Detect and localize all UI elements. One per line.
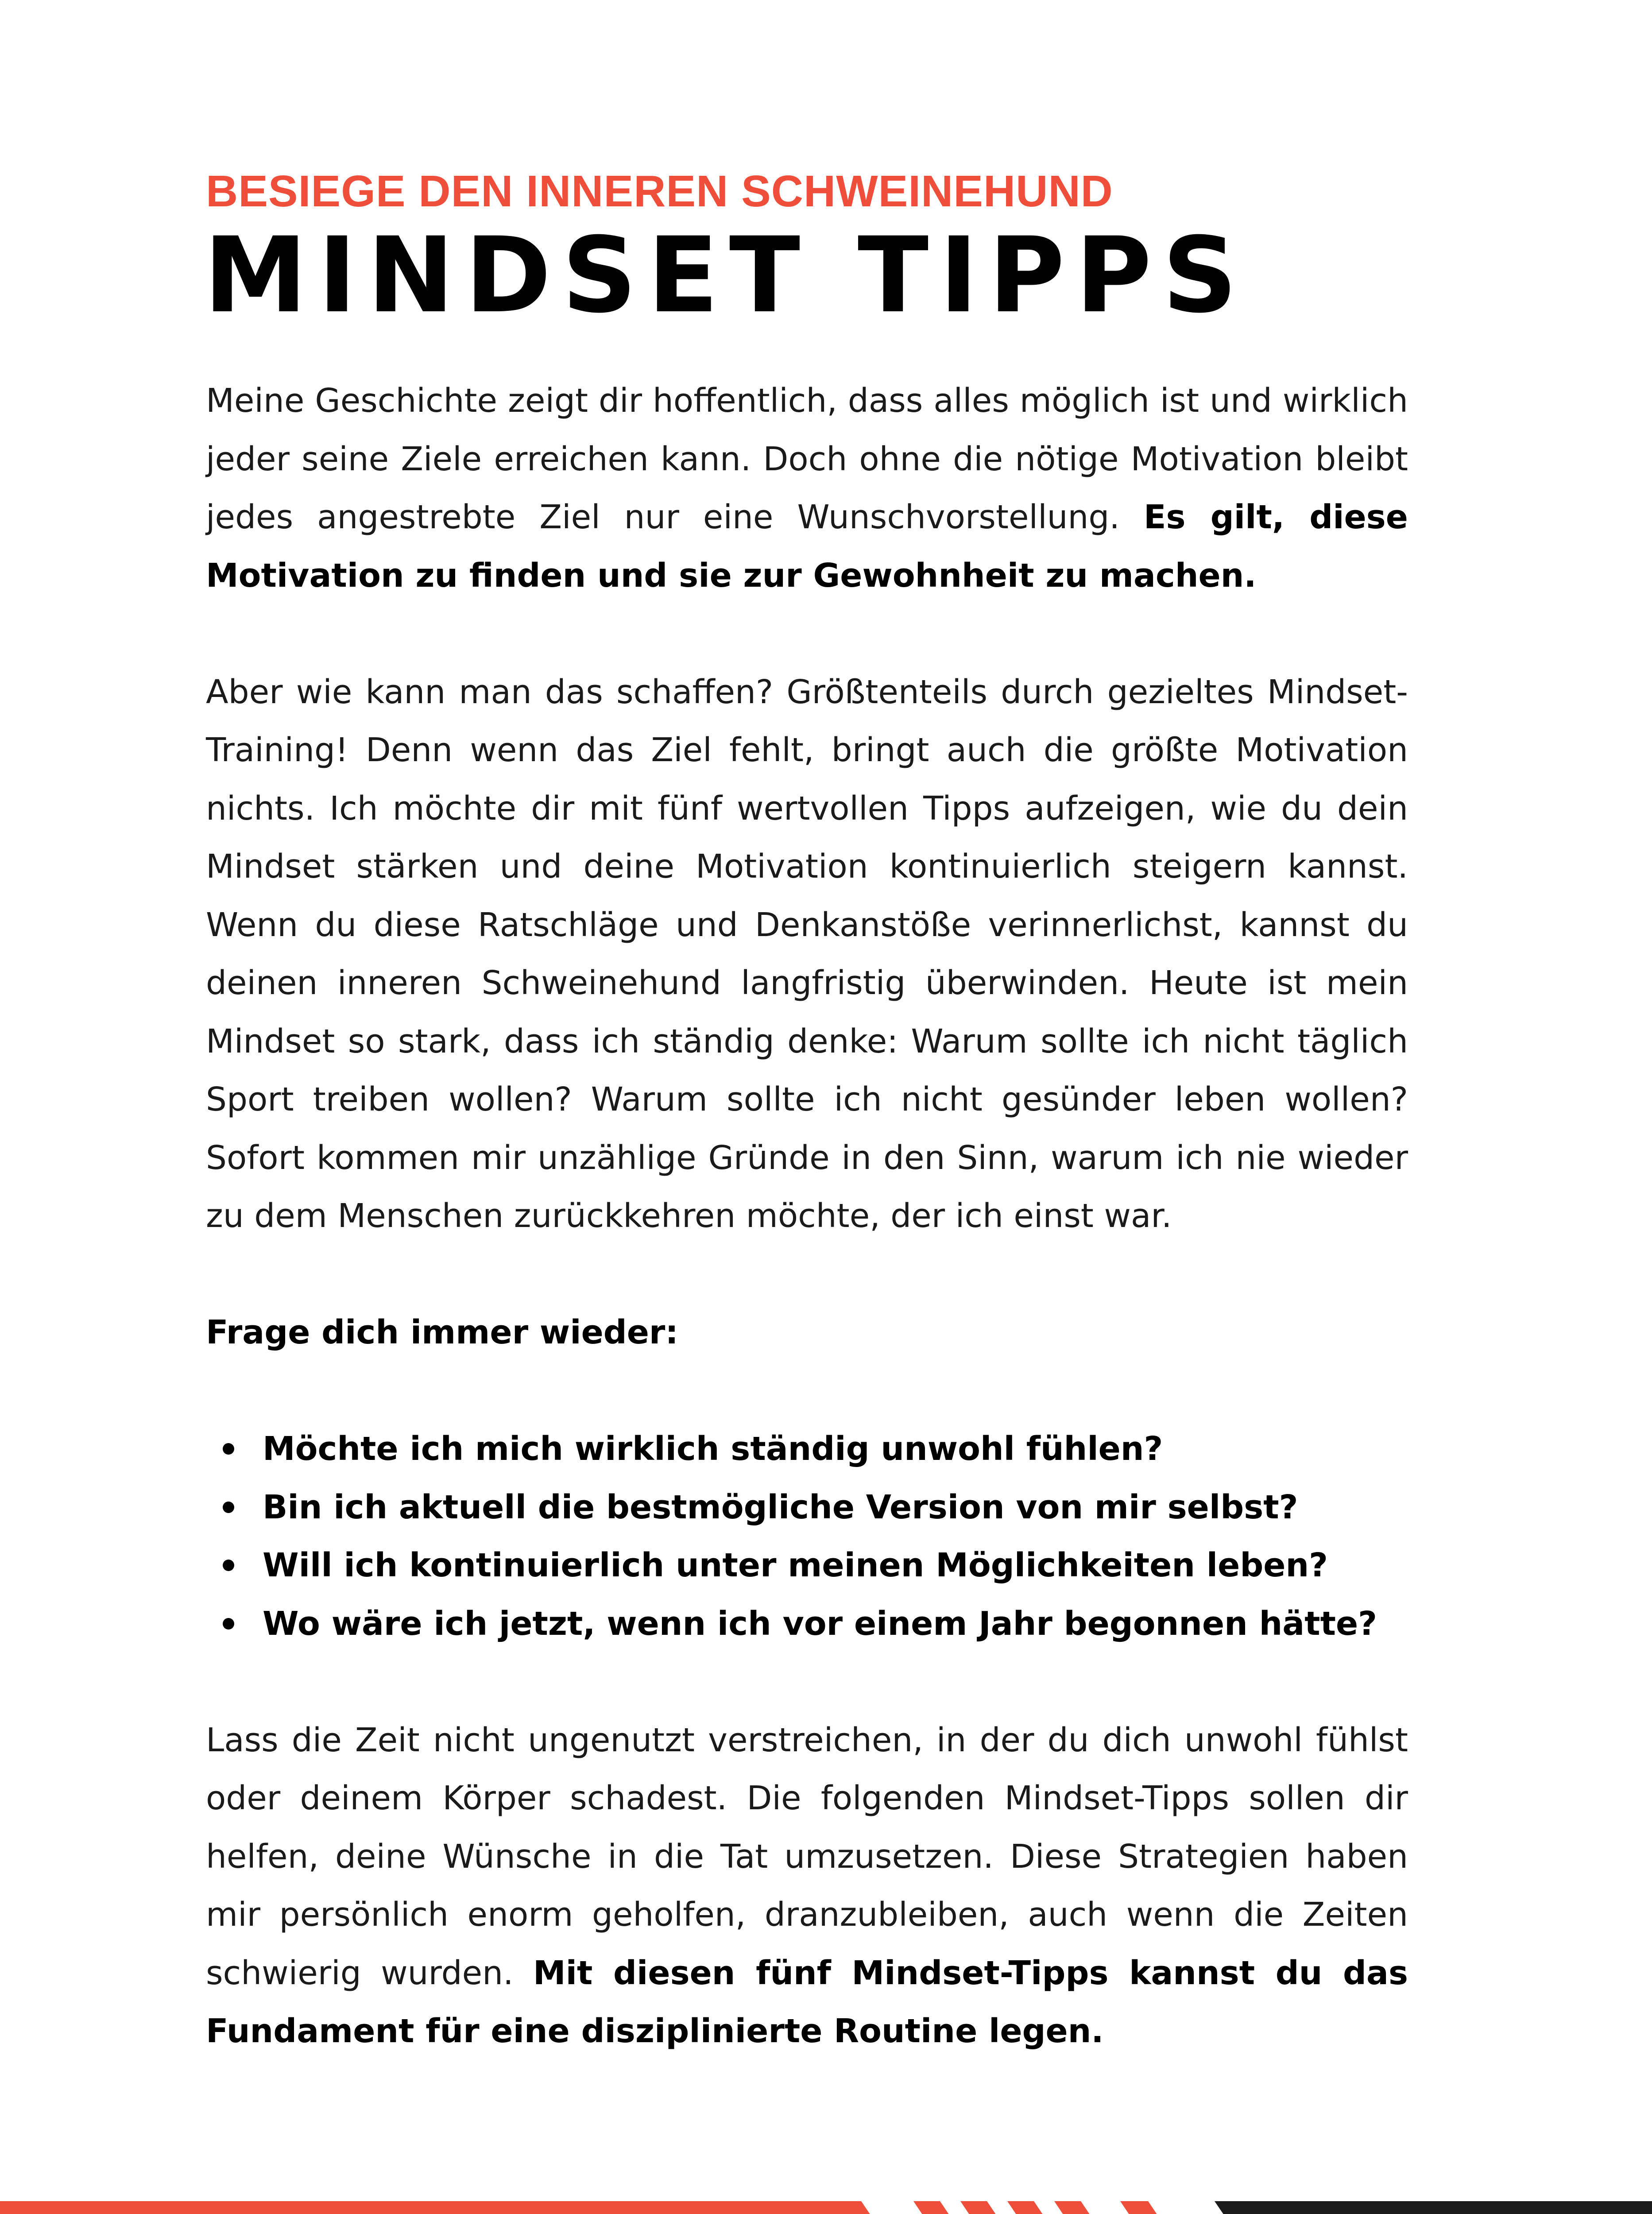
list-item-text: Möchte ich mich wirklich ständig unwohl fühlen? <box>263 1430 1163 1468</box>
questions-heading-text: Frage dich immer wieder: <box>206 1313 679 1351</box>
intro-emphasis: Es gilt, diese Motivation zu finden und sie zur Gewohnheit zu machen. <box>206 498 1408 595</box>
intro-text: Meine Geschichte zeigt dir hoffentlich, dass alles möglich ist und wirklich jeder seine Ziele erreichen kann. Doch ohne die nötige Motivation bleibt jedes angestrebte Ziel nur eine Wunschvorstellung. <box>206 382 1408 536</box>
questions-heading <box>206 1304 1408 1362</box>
list-item-text: Bin ich aktuell die bestmögliche Version von mir selbst? <box>263 1488 1298 1526</box>
closing-text: Lass die Zeit nicht ungenutzt verstreichen, in der du dich unwohl fühlst oder deinem Körper schadest. Die folgenden Mindset-Tipps sollen dir helfen, deine Wünsche in die Tat umzusetzen. Diese Strategien haben mir persönlich enorm geholfen, dranzubleiben, auch wenn die Zeiten schwierig wurden. <box>206 1721 1408 1992</box>
bullet-icon <box>223 1560 234 1571</box>
list-item-text: Wo wäre ich jetzt, wenn ich vor einem Jahr begonnen hätte? <box>263 1604 1377 1643</box>
footer-stripe <box>1120 2201 1206 2214</box>
list-item <box>206 1537 1408 1595</box>
list-item <box>206 1595 1408 1653</box>
list-item-text: Will ich kontinuierlich unter meinen Möglichkeiten leben? <box>263 1546 1328 1584</box>
closing-emphasis: Mit diesen fünf Mindset-Tipps kannst du das Fundament für eine disziplinierte Routine legen. <box>206 1954 1408 2050</box>
section-kicker: BESIEGE DEN INNEREN SCHWEINEHUND <box>206 166 1113 216</box>
body-paragraph: Aber wie kann man das schaffen? Größtenteils durch gezieltes Mindset-Training! Denn wenn das Ziel fehlt, bringt auch die größte Motivation nichts. Ich möchte dir mit fünf wertvollen Tipps aufzeigen, wie du dein Mindset stärken und deine Motivation kontinuierlich steigern kannst. Wenn du diese Ratschläge und Denkanstöße verinnerlichst, kannst du deinen inneren Schweinehund langfristig überwinden. Heute ist mein Mindset so stark, dass ich ständig denke: Warum sollte ich nicht täglich Sport treiben wollen? Warum sollte ich nicht gesünder leben wollen? Sofort kommen mir unzählige Gründe in den Sinn, warum ich nie wieder zu dem Menschen zurückkehren möchte, der ich einst war. <box>206 673 1408 1235</box>
page-footer <box>0 2199 1652 2214</box>
bullet-icon <box>223 1502 234 1513</box>
footer-dark-band <box>1215 2201 1652 2214</box>
list-item <box>206 1420 1408 1479</box>
footer-red-band <box>0 2201 919 2214</box>
page-content <box>206 372 1408 2061</box>
intro-paragraph <box>206 372 1408 605</box>
page-title: MINDSET TIPPS <box>204 215 1248 336</box>
bullet-icon <box>223 1618 234 1630</box>
footer-stripes-graphic <box>0 2199 1652 2214</box>
list-item <box>206 1479 1408 1537</box>
closing-paragraph <box>206 1711 1408 2061</box>
question-list <box>206 1420 1408 1653</box>
bullet-icon <box>223 1443 234 1455</box>
